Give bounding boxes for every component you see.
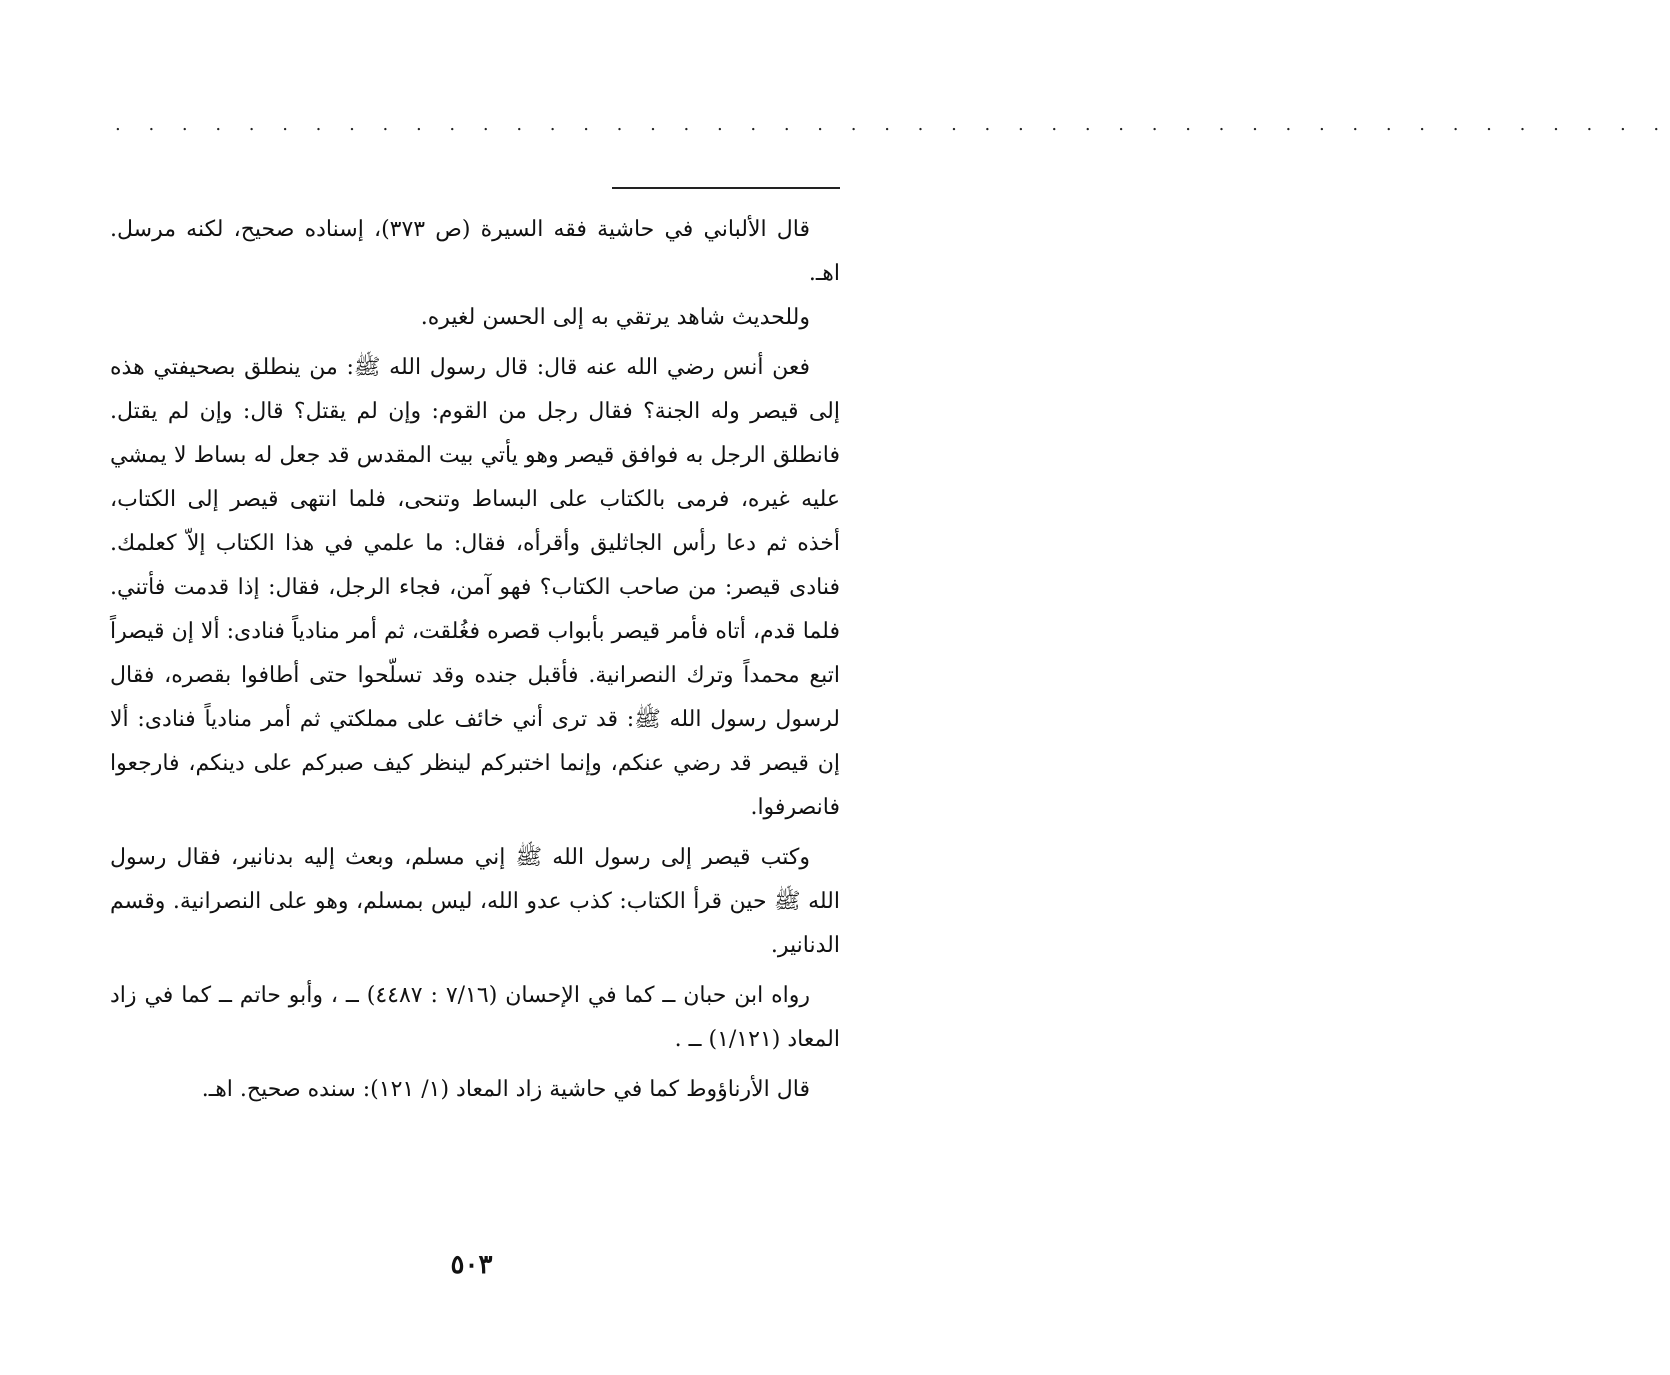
paragraph-anas-hadith: فعن أنس رضي الله عنه قال: قال رسول الله ﷺ: من ينطلق بصحيفتي هذه إلى قيصر وله الجنة؟ فقال رجل من القوم: وإن لم يقتل؟ قال: وإن لم يقتل. فانطلق الرجل به فوافق قيصر وهو يأتي بيت المقدس قد جعل له بساط لا يمشي عليه غيره، فرمى بالكتاب على البساط وتنحى، فلما انتهى قيصر إلى الكتاب، أخذه ثم دعا رأس الجاثليق وأقرأه، فقال: ما علمي في هذا الكتاب إلاّ كعلمك. فنادى قيصر: من صاحب الكتاب؟ فهو آمن، فجاء الرجل، فقال: إذا قدمت فأتني. فلما قدم، أتاه فأمر قيصر بأبواب قصره فغُلقت، ثم أمر منادياً فنادى: ألا إن قيصراً اتبع محمداً وترك النصرانية. فأقبل جنده وقد تسلّحوا حتى أطافوا بقصره، فقال لرسول رسول الله ﷺ: قد ترى أني خائف على مملكتي ثم أمر منادياً فنادى: ألا إن قيصر قد رضي عنكم، وإنما اختبركم لينظر كيف صبركم على دينكم، فارجعوا فانصرفوا.	[110, 355, 840, 820]
page-number: ٥٠٣	[450, 1250, 493, 1280]
footnote-text	[110, 208, 840, 1112]
footnote-rule	[612, 187, 840, 189]
paragraph-shahid: وللحديث شاهد يرتقي به إلى الحسن لغيره.	[420, 305, 810, 330]
paragraph-ibn-hibban: رواه ابن حبان ــ كما في الإحسان (٧/١٦ : ٤٤٨٧) ــ ، وأبو حاتم ــ كما في زاد المعاد (١/١٢١) ــ .	[110, 983, 840, 1052]
paragraph-qaysar-letter: وكتب قيصر إلى رسول الله ﷺ إني مسلم، وبعث إليه بدنانير، فقال رسول الله ﷺ حين قرأ الكتاب: كذب عدو الله، ليس بمسلم، وهو على النصرانية. وقسم الدنانير.	[110, 845, 840, 958]
paragraph-arnaut: قال الأرناؤوط كما في حاشية زاد المعاد (١/ ١٢١): سنده صحيح. اهـ.	[201, 1077, 810, 1102]
footnote-separator-dots: . . . . . . . . . . . . . . . . . . . . . . . . . . . . . . . . . . . . . . . . . . . . . . .	[115, 114, 1670, 135]
paragraph-albani: قال الألباني في حاشية فقه السيرة (ص ٣٧٣)، إسناده صحيح، لكنه مرسل. اهـ.	[110, 217, 840, 286]
